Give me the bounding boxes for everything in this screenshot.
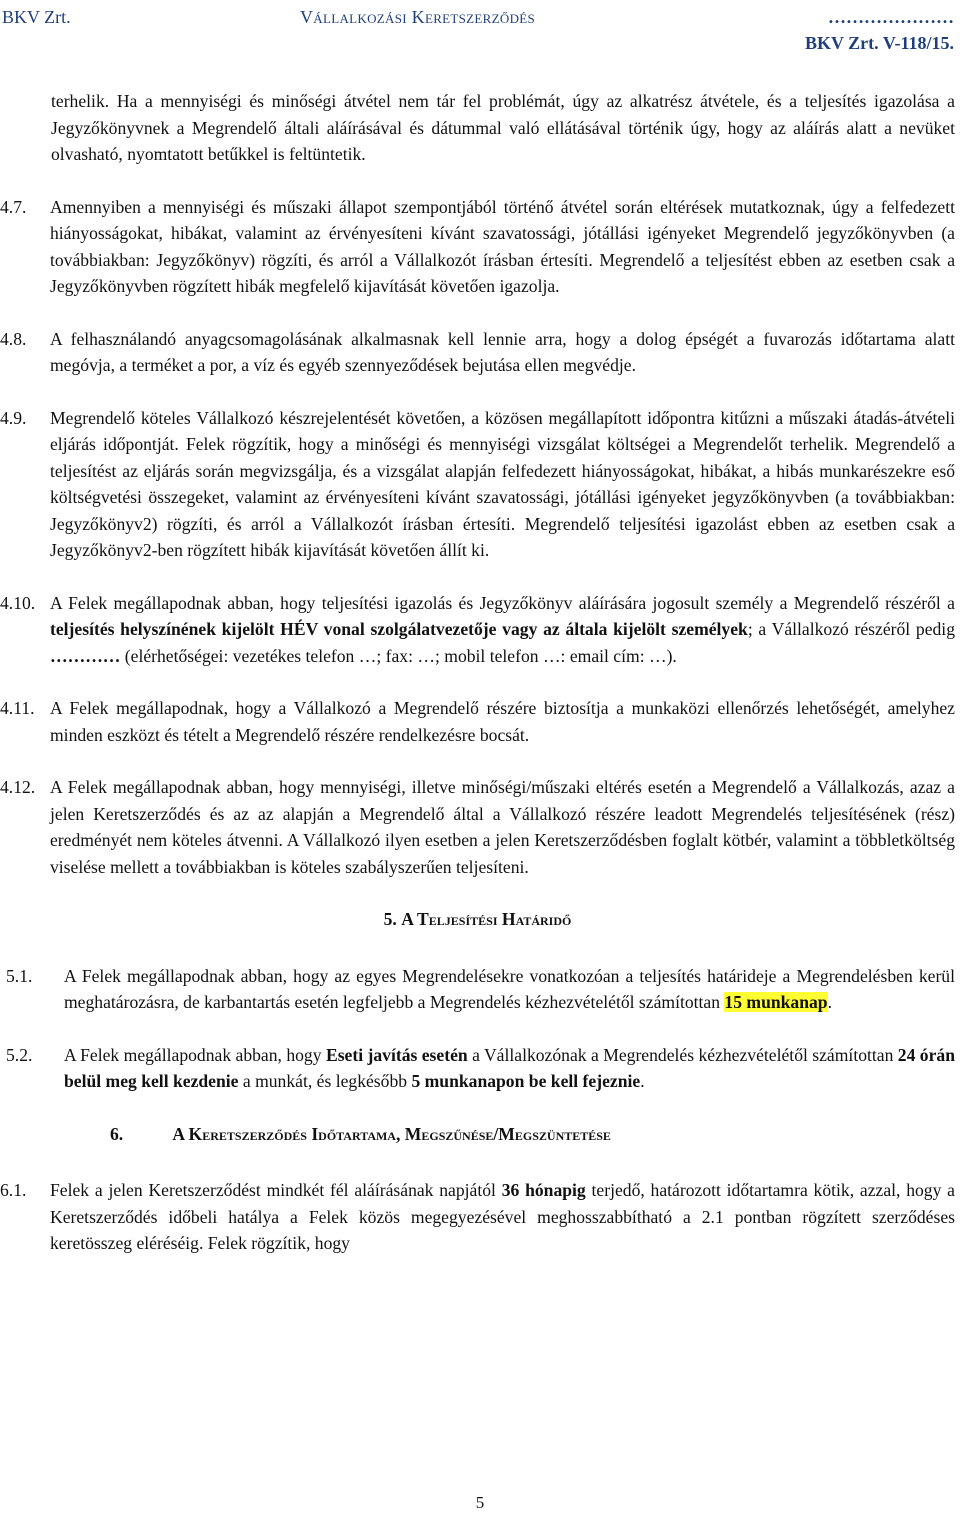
- page-number: 5: [475, 1493, 485, 1512]
- text-run: Felek a jelen Keretszerződést mindkét fél aláírásának napjától: [50, 1180, 502, 1200]
- paragraph-number: 4.11.: [0, 698, 35, 718]
- paragraph-4-8: [0, 326, 955, 379]
- text-run: .: [827, 992, 832, 1012]
- bold-text-run: 5 munkanapon be kell fejeznie: [411, 1071, 641, 1091]
- paragraph-4-11: [0, 695, 955, 748]
- highlighted-text-run: 15 munkanap: [724, 992, 828, 1012]
- paragraph-number: 4.10.: [0, 592, 36, 613]
- paragraph-continuation: terhelik. Ha a mennyiségi és minőségi átvétel nem tár fel problémát, úgy az alkatrész átvétele, és a teljesítés igazolása a Jegyzőkönyvnek a Megrendelő általi aláírásával és dátummal való ellátásával történik úgy, hogy az aláírás alatt a nevüket olvasható, nyomtatott betűkkel is feltüntetik.: [51, 91, 955, 164]
- section-title: A Teljesítési Határidő: [401, 909, 572, 929]
- text-run: a munkát, és legkésőbb: [238, 1071, 412, 1091]
- text-run: ; a Vállalkozó részéről pedig: [747, 619, 955, 639]
- paragraph-number: 6.1.: [0, 1180, 27, 1200]
- section-heading-5: [0, 906, 955, 933]
- paragraph-number: 4.12.: [0, 777, 36, 797]
- paragraph-text: A Felek megállapodnak, hogy a Vállalkozó a Megrendelő részére biztosítja a munkaközi ellenőrzés lehetőségét, amelyhez minden eszközt és tételt a Megrendelő részére rendelkezésre bocsát.: [50, 698, 955, 745]
- section-heading-6: [0, 1121, 955, 1148]
- text-run: A Felek megállapodnak abban, hogy az egyes Megrendelésekre vonatkozóan a teljesítés határideje a Megrendelésben kerül meghatározásra, de karbantartás esetén legfeljebb a Megrendelés kézhezvételétől számítottan: [64, 965, 955, 1012]
- text-run: a Vállalkozónak a Megrendelés kézhezvételétől számítottan: [467, 1044, 898, 1065]
- text-run: A Felek megállapodnak abban, hogy: [64, 1044, 326, 1065]
- paragraph-text: Megrendelő köteles Vállalkozó készrejelentését követően, a közösen megállapított időpontra kitűzni a műszaki átadás-átvételi eljárás időpontját. Felek rögzítik, hogy a minőségi és mennyiségi vizsgálat költségei a Megrendelőt terhelik. Megrendelő a teljesítést az eljárás során megvizsgálja, és a vizsgálat alapján felfedezett hiányosságokat, hibákat, a hibás munkarészekre eső költségvetési összegeket, valamint az érvényesíteni kívánt szavatossági, jótállási igényeket jegyzőkönyvben (a továbbiakban: Jegyzőkönyv2) rögzíti, és arról a Vállalkozót írásban értesíti. Megrendelő teljesítési igazolást ebben az esetben csak a Jegyzőkönyv2-ben rögzített hibák kijavítását követően állít ki.: [50, 407, 955, 560]
- section-title: A Keretszerződés Időtartama, Megszűnése/Megszüntetése: [172, 1123, 611, 1144]
- paragraph-text: [64, 963, 955, 1016]
- paragraph-number: 4.8.: [0, 328, 27, 349]
- document-body: [0, 88, 955, 1283]
- page-header: [0, 4, 960, 54]
- paragraph-text: Amennyiben a mennyiségi és műszaki állapot szempontjából történő átvétel során eltérések mutatkoznak, úgy a felfedezett hiányosságokat, hibákat, valamint az érvényesíteni kívánt szavatossági, jótállási igényeket Megrendelő jegyzőkönyvben (a továbbiakban: Jegyzőkönyv) rögzíti, és arról a Vállalkozót írásban értesíti. Megrendelő a teljesítést ebben az esetben csak a Jegyzőkönyvben rögzített hibák megfelelő kijavítását követően igazolja.: [50, 196, 955, 296]
- section-number: 6.: [110, 1123, 124, 1144]
- text-run: A Felek megállapodnak abban, hogy teljesítési igazolás és Jegyzőkönyv aláírására jogosult személy a Megrendelő részéről a: [50, 592, 955, 613]
- header-company: BKV Zrt.: [2, 7, 71, 27]
- paragraph-5-1: [0, 963, 955, 1016]
- section-number: 5.: [383, 909, 397, 929]
- paragraph-text: A felhasználandó anyagcsomagolásának alkalmasnak kell lennie arra, hogy a dolog épségét a fuvarozás időtartama alatt megóvja, a terméket a por, a víz és egyéb szennyeződések bejutása ellen megvédje.: [50, 328, 955, 375]
- paragraph-number: 5.2.: [6, 1044, 33, 1065]
- paragraph-6-1: [0, 1177, 955, 1257]
- paragraph-text: [64, 1042, 955, 1095]
- paragraph-4-7: [0, 194, 955, 300]
- paragraph-text: A Felek megállapodnak abban, hogy mennyiségi, illetve minőségi/műszaki eltérés esetén a Megrendelő a Vállalkozás, azaz a jelen Keretszerződés és az az alapján a Megrendelő által a Vállalkozó részére leadott Megrendelés teljesítésének (rész) eredményét nem köteles átvenni. A Vállalkozó ilyen esetben a jelen Keretszerződésben foglalt kötbér, valamint a többletköltség viselése mellett a továbbiakban is köteles szabályszerűen teljesíteni.: [50, 777, 955, 877]
- text-run: (elérhetőségei: vezetékes telefon …; fax: …; mobil telefon …: email cím: …).: [120, 645, 677, 666]
- paragraph-4-9: [0, 405, 955, 564]
- bold-text-run: 24 órán belül meg kell kezdenie: [64, 1044, 955, 1091]
- header-document-title: Vállalkozási Keretszerződés: [300, 7, 536, 27]
- text-run: .: [640, 1071, 645, 1091]
- bold-text-run: 36 hónapig: [501, 1180, 586, 1200]
- text-run: terjedő, határozott időtartamra kötik, azzal, hogy a Keretszerződés időbeli hatálya a Felek közös megegyezésével meghosszabbítható a 2.1 pontban rögzített szerződéses keretösszeg eléréséig. Felek rögzítik, hogy: [50, 1180, 955, 1253]
- header-document-code: BKV Zrt. V-118/15.: [804, 33, 954, 53]
- paragraph-5-2: [0, 1042, 955, 1095]
- paragraph-text: [50, 590, 955, 670]
- header-dots: …………………: [828, 7, 954, 27]
- bold-text-run: Eseti javítás esetén: [325, 1044, 468, 1065]
- paragraph-4-12: [0, 774, 955, 880]
- paragraph-number: 4.7.: [0, 196, 27, 217]
- paragraph-4-10: [0, 590, 955, 670]
- paragraph-number: 4.9.: [0, 407, 27, 428]
- paragraph-text: [50, 1177, 955, 1257]
- bold-text-run: teljesítés helyszínének kijelölt HÉV vonal szolgálatvezetője vagy az általa kijelölt személyek: [50, 619, 748, 639]
- bold-text-run: …………: [50, 645, 121, 666]
- paragraph-number: 5.1.: [6, 965, 33, 986]
